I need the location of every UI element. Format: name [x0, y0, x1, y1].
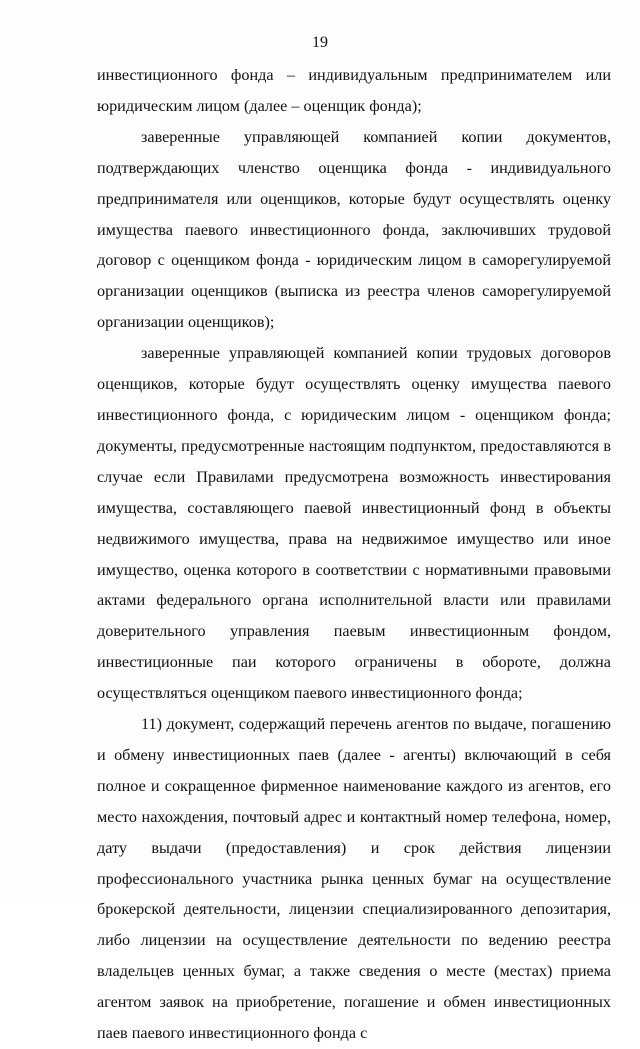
paragraph-membership-documents: заверенные управляющей компанией копии документов, подтверждающих членство оценщика фонда - индивидуального предпринимателя или оценщиков, которые будут осуществлять оценку имущества паевого инвестиционного фонда, заключивших трудовой договор с оценщиком фонда - юридическим лицом в саморегулируемой организации оценщиков (выписка из реестра членов саморегулируемой организации оценщиков);: [97, 127, 611, 332]
paragraph-labor-contracts: заверенные управляющей компанией копии трудовых договоров оценщиков, которые будут осуществлять оценку имущества паевого инвестиционного фонда, с юридическим лицом - оценщиком фонда; документы, предусмотренные настоящим подпунктом, предоставляются в случае если Правилами предусмотрена возможность инвестирования имущества, составляющего паевой инвестиционный фонд в объекты недвижимого имущества, права на недвижимое имущество или иное имущество, оценка которого в соответствии с нормативными правовыми актами федерального органа исполнительной власти или правилами доверительного управления паевым инвестиционным фондом, инвестиционные паи которого ограничены в обороте, должна осуществляться оценщиком паевого инвестиционного фонда;: [97, 344, 611, 703]
paragraph-item-11: 11) документ, содержащий перечень агентов по выдаче, погашению и обмену инвестиционных паев (далее - агенты) включающий в себя полное и сокращенное фирменное наименование каждого из агентов, его место нахождения, почтовый адрес и контактный номер телефона, номер, дату выдачи (предоставления) и срок действия лицензии профессионального участника рынка ценных бумаг на осуществление брокерской деятельности, лицензии специализированного депозитария, либо лицензии на осуществление деятельности по ведению реестра владельцев ценных бумаг, а также сведения о месте (местах) приема агентом заявок на приобретение, погашение и обмен инвестиционных паев паевого инвестиционного фонда с: [97, 715, 611, 1043]
document-body: [97, 60, 611, 1049]
paragraph-continuation: инвестиционного фонда – индивидуальным предпринимателем или юридическим лицом (далее – оценщик фонда);: [97, 66, 611, 115]
page-number: 19: [312, 34, 328, 51]
